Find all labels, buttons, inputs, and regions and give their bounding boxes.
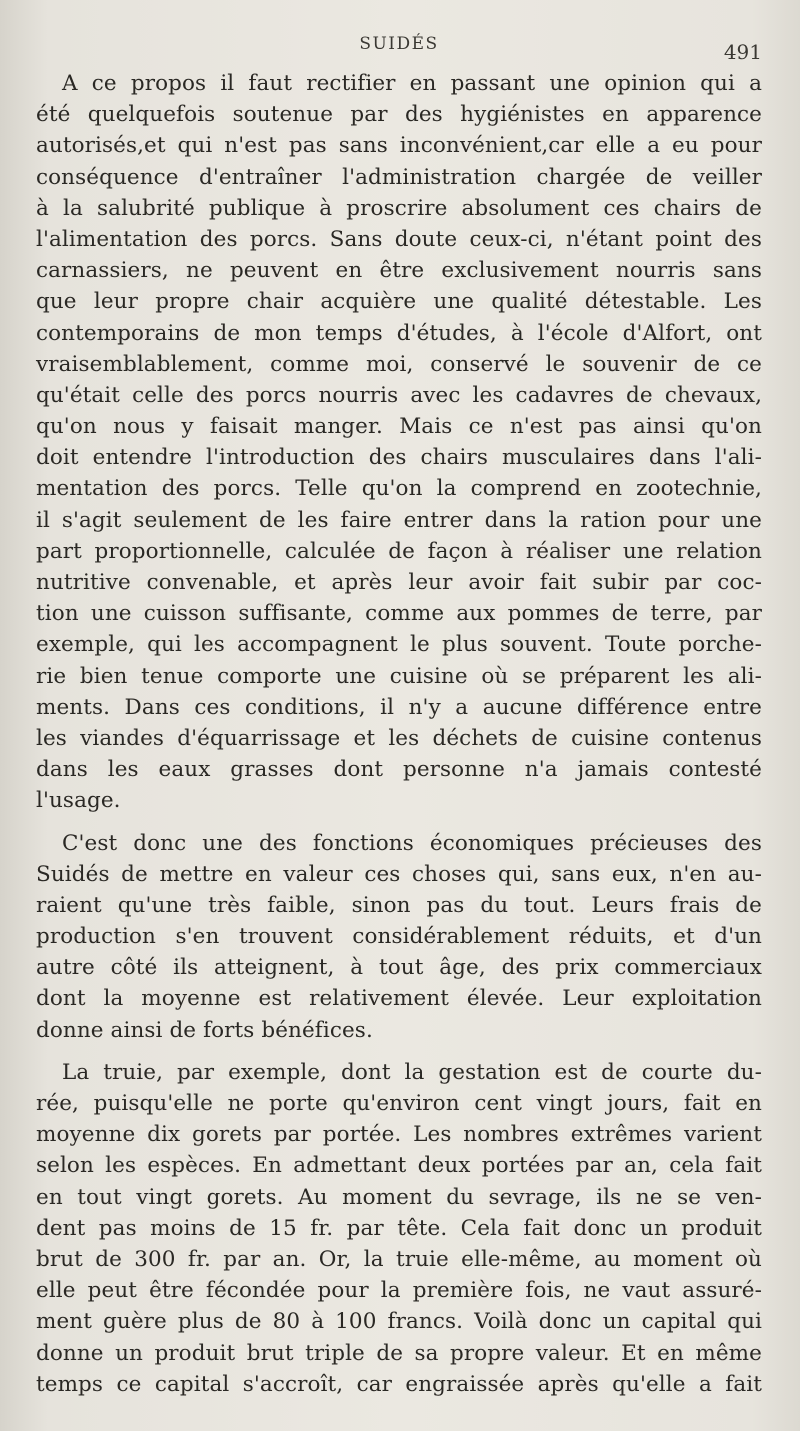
- text-line: moyenne dix gorets par portée. Les nombres extrêmes varient: [36, 1122, 762, 1148]
- text-line: exemple, qui les accompagnent le plus souvent. Toute porche-: [36, 632, 762, 658]
- text-line: rie bien tenue comporte une cuisine où se préparent les ali-: [36, 663, 762, 689]
- paragraph-gap: [36, 817, 762, 828]
- paragraph-gap: [36, 1046, 762, 1057]
- text-line: dent pas moins de 15 fr. par tête. Cela fait donc un produit: [36, 1215, 762, 1241]
- text-line: production s'en trouvent considérablement réduits, et d'un: [36, 924, 762, 950]
- text-line: selon les espèces. En admettant deux portées par an, cela fait: [36, 1153, 762, 1179]
- paragraph: [36, 828, 762, 1046]
- text-line: il s'agit seulement de les faire entrer dans la ration pour une: [36, 507, 762, 533]
- text-line: raient qu'une très faible, sinon pas du tout. Leurs frais de: [36, 892, 762, 918]
- text-line: les viandes d'équarrissage et les déchets de cuisine contenus: [36, 725, 762, 751]
- body-text: [36, 68, 762, 1400]
- text-line: à la salubrité publique à proscrire absolument ces chairs de: [36, 195, 762, 221]
- text-line: tion une cuisson suffisante, comme aux pommes de terre, par: [36, 601, 762, 627]
- text-line: dont la moyenne est relativement élevée. Leur exploitation: [36, 986, 762, 1012]
- text-line: C'est donc une des fonctions économiques précieuses des: [62, 830, 762, 856]
- text-line: l'usage.: [36, 788, 121, 814]
- text-line: été quelquefois soutenue par des hygiénistes en apparence: [36, 102, 762, 128]
- paragraph: [36, 68, 762, 817]
- paragraph: [36, 1057, 762, 1400]
- text-line: vraisemblablement, comme moi, conservé le souvenir de ce: [36, 351, 762, 377]
- text-line: temps ce capital s'accroît, car engraissée après qu'elle a fait: [36, 1371, 762, 1397]
- text-line: donne un produit brut triple de sa propre valeur. Et en même: [36, 1340, 762, 1366]
- text-line: que leur propre chair acquière une qualité détestable. Les: [36, 289, 762, 315]
- text-line: nutritive convenable, et après leur avoir fait subir par coc-: [36, 570, 762, 595]
- text-line: doit entendre l'introduction des chairs musculaires dans l'ali-: [36, 445, 762, 471]
- text-line: qu'était celle des porcs nourris avec les cadavres de chevaux,: [36, 382, 762, 408]
- text-line: conséquence d'entraîner l'administration chargée de veiller: [36, 164, 762, 190]
- running-title: SUIDÉS: [359, 34, 439, 54]
- text-line: dans les eaux grasses dont personne n'a jamais contesté: [36, 757, 762, 783]
- text-line: donne ainsi de forts bénéfices.: [36, 1017, 373, 1043]
- text-line: ments. Dans ces conditions, il n'y a aucune différence entre: [36, 694, 762, 720]
- text-line: A ce propos il faut rectifier en passant une opinion qui a: [62, 71, 762, 96]
- text-line: carnassiers, ne peuvent en être exclusivement nourris sans: [36, 258, 762, 284]
- text-line: ment guère plus de 80 à 100 francs. Voilà donc un capital qui: [36, 1309, 762, 1335]
- text-line: qu'on nous y faisait manger. Mais ce n'est pas ainsi qu'on: [36, 414, 762, 440]
- text-line: en tout vingt gorets. Au moment du sevrage, ils ne se ven-: [36, 1184, 762, 1210]
- text-line: Suidés de mettre en valeur ces choses qui, sans eux, n'en au-: [36, 861, 762, 887]
- text-line: brut de 300 fr. par an. Or, la truie elle-même, au moment où: [36, 1246, 762, 1272]
- text-line: mentation des porcs. Telle qu'on la comprend en zootechnie,: [36, 476, 762, 502]
- text-line: La truie, par exemple, dont la gestation est de courte du-: [62, 1059, 762, 1085]
- text-line: part proportionnelle, calculée de façon à réaliser une relation: [36, 538, 762, 564]
- text-line: contemporains de mon temps d'études, à l'école d'Alfort, ont: [36, 320, 762, 346]
- text-line: l'alimentation des porcs. Sans doute ceux-ci, n'étant point des: [36, 226, 762, 252]
- text-line: autorisés,et qui n'est pas sans inconvénient,car elle a eu pour: [36, 133, 762, 159]
- text-line: autre côté ils atteignent, à tout âge, des prix commerciaux: [36, 955, 762, 981]
- text-line: rée, puisqu'elle ne porte qu'environ cent vingt jours, fait en: [36, 1091, 762, 1116]
- text-line: elle peut être fécondée pour la première fois, ne vaut assuré-: [36, 1278, 762, 1304]
- page-number: 491: [723, 40, 762, 64]
- page-header: [36, 28, 762, 68]
